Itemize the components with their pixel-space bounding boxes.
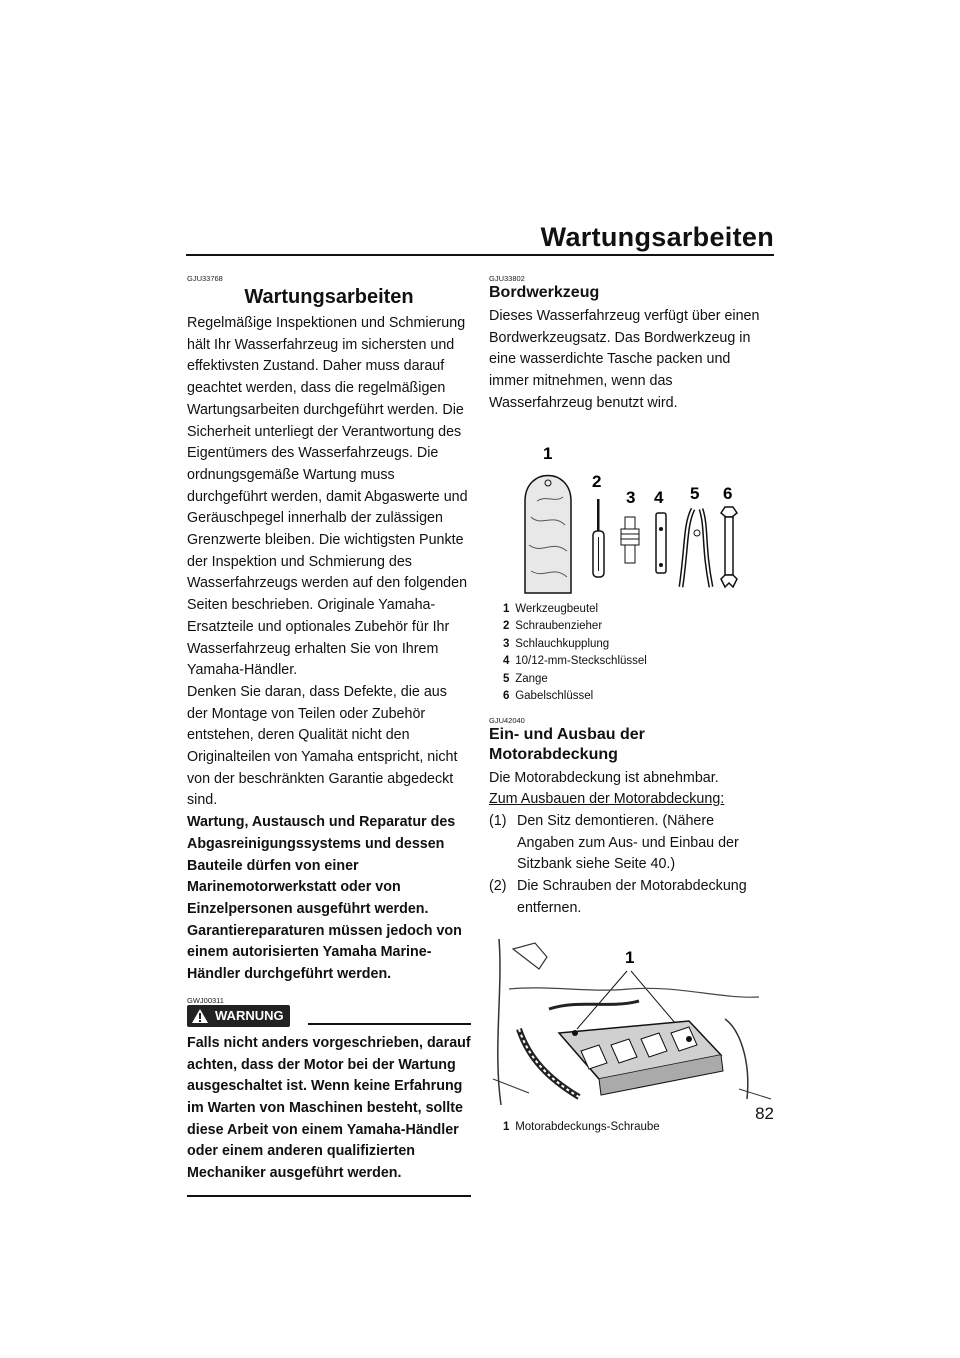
section-code: GJU33802 <box>489 274 525 283</box>
warning-triangle-icon <box>191 1008 209 1024</box>
section-code: GJU33768 <box>187 274 223 283</box>
engine-legend <box>503 1119 773 1137</box>
legend-item: 1 Motorabdeckungs-Schraube <box>503 1121 660 1134</box>
header-rule <box>186 254 774 256</box>
section-title: Ein- und Ausbau der Motorabdeckung <box>489 725 645 763</box>
warning-code: GWJ00311 <box>187 995 224 1005</box>
warning-block <box>187 996 471 1197</box>
toolkit-paragraph: Dieses Wasserfahrzeug verfügt über einen Bordwerkzeugsatz. Das Bordwerkzeug in eine wasserdichte Tasche packen und immer mitnehmen, wenn das Wasserfahrzeug benutzt wird. <box>489 308 760 411</box>
legend-item: 6 Gabelschlüssel <box>503 690 594 703</box>
step-item: (1) Den Sitz demontieren. (Nähere Angaben zum Aus- und Einbau der Sitzbank siehe Seite 40.) <box>489 812 739 873</box>
legend-item: 2 Schraubenzieher <box>503 620 603 633</box>
engine-callout-1: 1 <box>625 948 635 968</box>
legend-item: 3 Schlauchkupplung <box>503 637 610 650</box>
legend-item: 5 Zange <box>503 672 548 685</box>
toolkit-callout-6: 6 <box>723 483 733 503</box>
legend-item: 4 10/12-mm-Steckschlüssel <box>503 655 647 668</box>
right-column <box>489 274 773 1137</box>
section-title: Wartungsarbeiten <box>244 286 414 308</box>
warning-label: WARNUNG <box>215 1008 284 1024</box>
legend-item: 1 Werkzeugbeutel <box>503 602 599 615</box>
toolkit-callout-2: 2 <box>592 471 602 491</box>
toolkit-callout-1: 1 <box>543 443 553 463</box>
left-column <box>187 274 471 1197</box>
step-item: (2) Die Schrauben der Motorabdeckung entfernen. <box>489 878 747 916</box>
engine-cover-illustration <box>489 929 773 1115</box>
toolkit-legend <box>503 601 773 706</box>
page-header-title: Wartungsarbeiten <box>540 222 774 252</box>
page-number: 82 <box>755 1104 774 1123</box>
removal-subheading: Zum Ausbauen der Motorabdeckung: <box>489 791 725 808</box>
warning-text: Falls nicht anders vorgeschrieben, darauf achten, dass der Motor bei der Wartung ausgeschaltet ist. Wenn keine Erfahrung im Warten von Maschinen besteht, sollte diese Arbeit von einem Yamaha-Händler oder einem anderen qualifizierten Mechaniker ausgeführt werden. <box>187 1034 471 1182</box>
toolkit-callout-4: 4 <box>654 487 664 507</box>
warning-rule <box>308 1023 471 1025</box>
warranty-paragraph: Denken Sie daran, dass Defekte, die aus der Montage von Teilen oder Zubehör entstehen, deren Qualität nicht den Originalteilen von Yamaha entspricht, nicht von der beschränkten Garantie abgedeckt sind. <box>187 683 458 809</box>
engine-cover-intro: Die Motorabdeckung ist abnehmbar. <box>489 769 719 786</box>
toolkit-illustration <box>489 437 773 597</box>
warning-end-rule <box>187 1195 471 1197</box>
section-code: GJU42040 <box>489 715 525 725</box>
intro-paragraph: Regelmäßige Inspektionen und Schmierung hält Ihr Wasserfahrzeug im sichersten und effektivsten Zustand. Daher muss darauf geachtet werden, dass die regelmäßigen Wartungsarbeiten durchgeführt werden. Die Sicherheit unterliegt der Verantwortung des Eigentümers des Wasserfahrzeugs. Die ordnungsgemäße Wartung muss durchgeführt werden, damit Abgaswerte und Geräuschpegel innerhalb der zulässigen Grenzwerte bleiben. Die wichtigsten Punkte der Inspektion und Schmierung des Wasserfahrzeugs werden auf den folgenden Seiten beschrieben. Originale Yamaha-Ersatzteile und optionales Zubehör für Ihr Wasserfahrzeug erhalten Sie von Ihrem Yamaha-Händler. <box>187 315 468 679</box>
toolkit-callout-3: 3 <box>626 487 636 507</box>
section-title: Bordwerkzeug <box>489 284 600 301</box>
warning-badge <box>187 1005 290 1027</box>
toolkit-callout-5: 5 <box>690 483 700 503</box>
emission-note: Wartung, Austausch und Reparatur des Abgasreinigungssystems und dessen Bauteile dürfen von einer Marinemotorwerkstatt oder von Einzelpersonen ausgeführt werden. Garantiereparaturen müssen jedoch von einem autorisierten Yamaha Marine-Händler durchgeführt werden. <box>187 814 462 983</box>
